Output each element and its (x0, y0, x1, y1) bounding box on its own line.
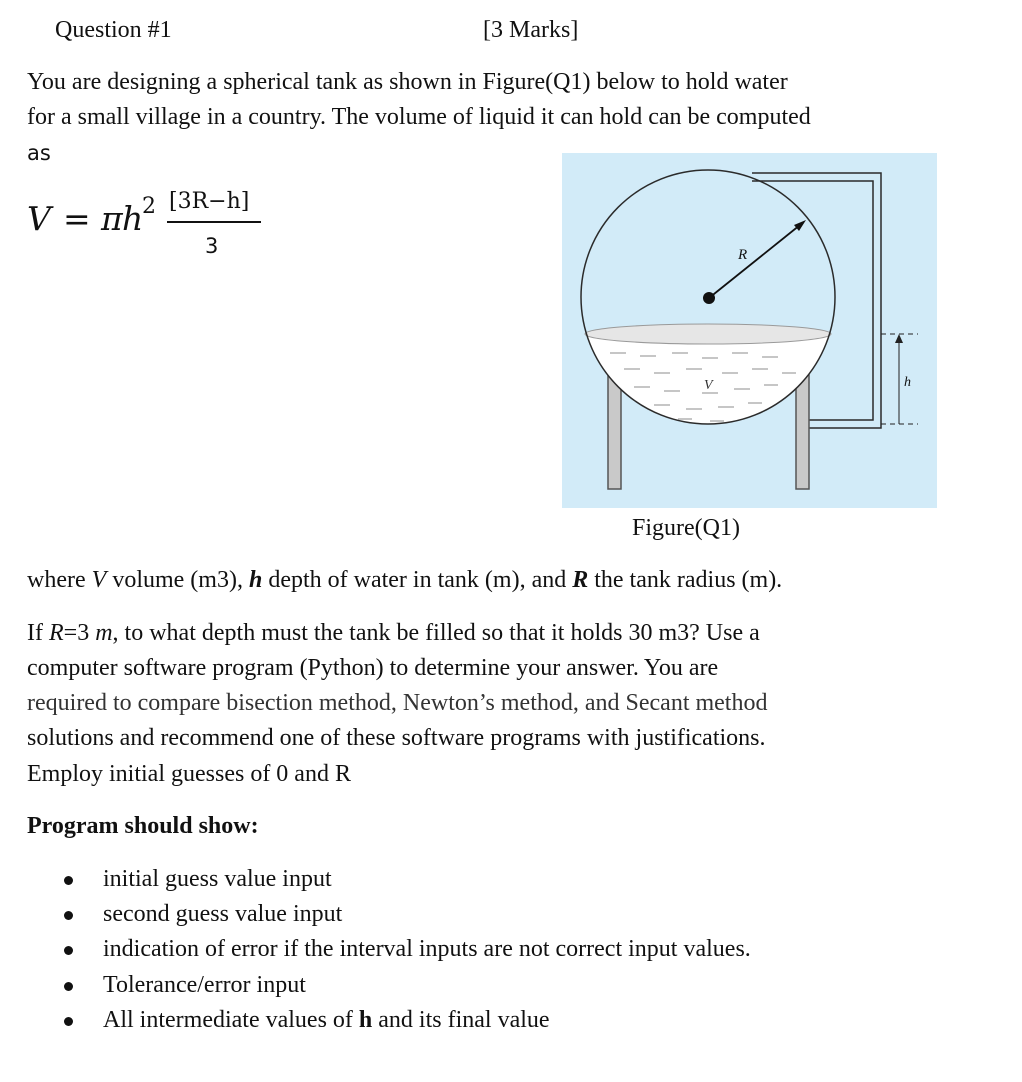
bullet-dot (64, 911, 73, 920)
tank-leg-left (608, 375, 621, 489)
figure-caption: Figure(Q1) (632, 515, 740, 541)
spherical-tank-figure (562, 153, 937, 508)
program-heading: Program should show: (27, 813, 259, 839)
where-h-desc: depth of water in tank (m), and (262, 567, 573, 593)
where-r-desc: the tank radius (m). (588, 567, 783, 593)
fraction-bar (167, 221, 261, 223)
task-line-3: required to compare bisection method, Newton’s method, and Secant method (27, 690, 768, 716)
intro-line-1: You are designing a spherical tank as shown in Figure(Q1) below to hold water (27, 69, 788, 95)
formula-numerator: [3R−h] (169, 189, 250, 214)
tank-leg-right (796, 375, 809, 489)
requirement-item-last (103, 1006, 550, 1034)
requirement-item: second guess value input (103, 901, 343, 927)
where-v: V (91, 567, 107, 593)
variable-definitions (27, 566, 782, 594)
formula-exponent: 2 (142, 194, 156, 219)
task-line-1 (27, 619, 760, 647)
bullet-dot (64, 946, 73, 955)
last-item-suffix: and its final value (372, 1007, 550, 1033)
formula-h: h (122, 199, 144, 238)
water-surface (585, 324, 831, 344)
where-text: where (27, 567, 92, 593)
last-item-text: All intermediate values of (103, 1007, 359, 1033)
bullet-dot (64, 982, 73, 991)
task-r-value: =3 (63, 620, 96, 646)
marks-label: [3 Marks] (483, 17, 579, 43)
where-r: R (572, 567, 589, 593)
task-unit-m: m (95, 620, 113, 646)
formula-pi: π (101, 199, 123, 238)
bullet-dot (64, 876, 73, 885)
height-label: h (904, 375, 911, 390)
question-title: Question #1 (55, 17, 172, 43)
intro-line-3: as (27, 141, 51, 165)
formula-equals: = (63, 199, 91, 238)
task-line-4: solutions and recommend one of these software programs with justifications. (27, 725, 766, 751)
task-line-5: Employ initial guesses of 0 and R (27, 761, 351, 787)
bullet-dot (64, 1017, 73, 1026)
task-question: , to what depth must the tank be filled so that it holds 30 m3? Use a (112, 620, 760, 646)
last-item-h: h (358, 1007, 373, 1033)
where-v-desc: volume (m3), (106, 567, 249, 593)
task-r: R (48, 620, 64, 646)
task-line-2: computer software program (Python) to determine your answer. You are (27, 655, 719, 681)
requirement-item: Tolerance/error input (103, 972, 306, 998)
center-point (703, 292, 715, 304)
formula-v: V (27, 199, 51, 238)
radius-label: R (738, 247, 748, 263)
formula-denominator: 3 (205, 234, 219, 258)
task-if: If (27, 620, 49, 646)
requirement-item: initial guess value input (103, 866, 332, 892)
requirement-item: indication of error if the interval inputs are not correct input values. (103, 936, 751, 962)
intro-line-2: for a small village in a country. The volume of liquid it can hold can be computed (27, 104, 811, 130)
where-h: h (248, 567, 263, 593)
volume-label: V (704, 378, 713, 393)
